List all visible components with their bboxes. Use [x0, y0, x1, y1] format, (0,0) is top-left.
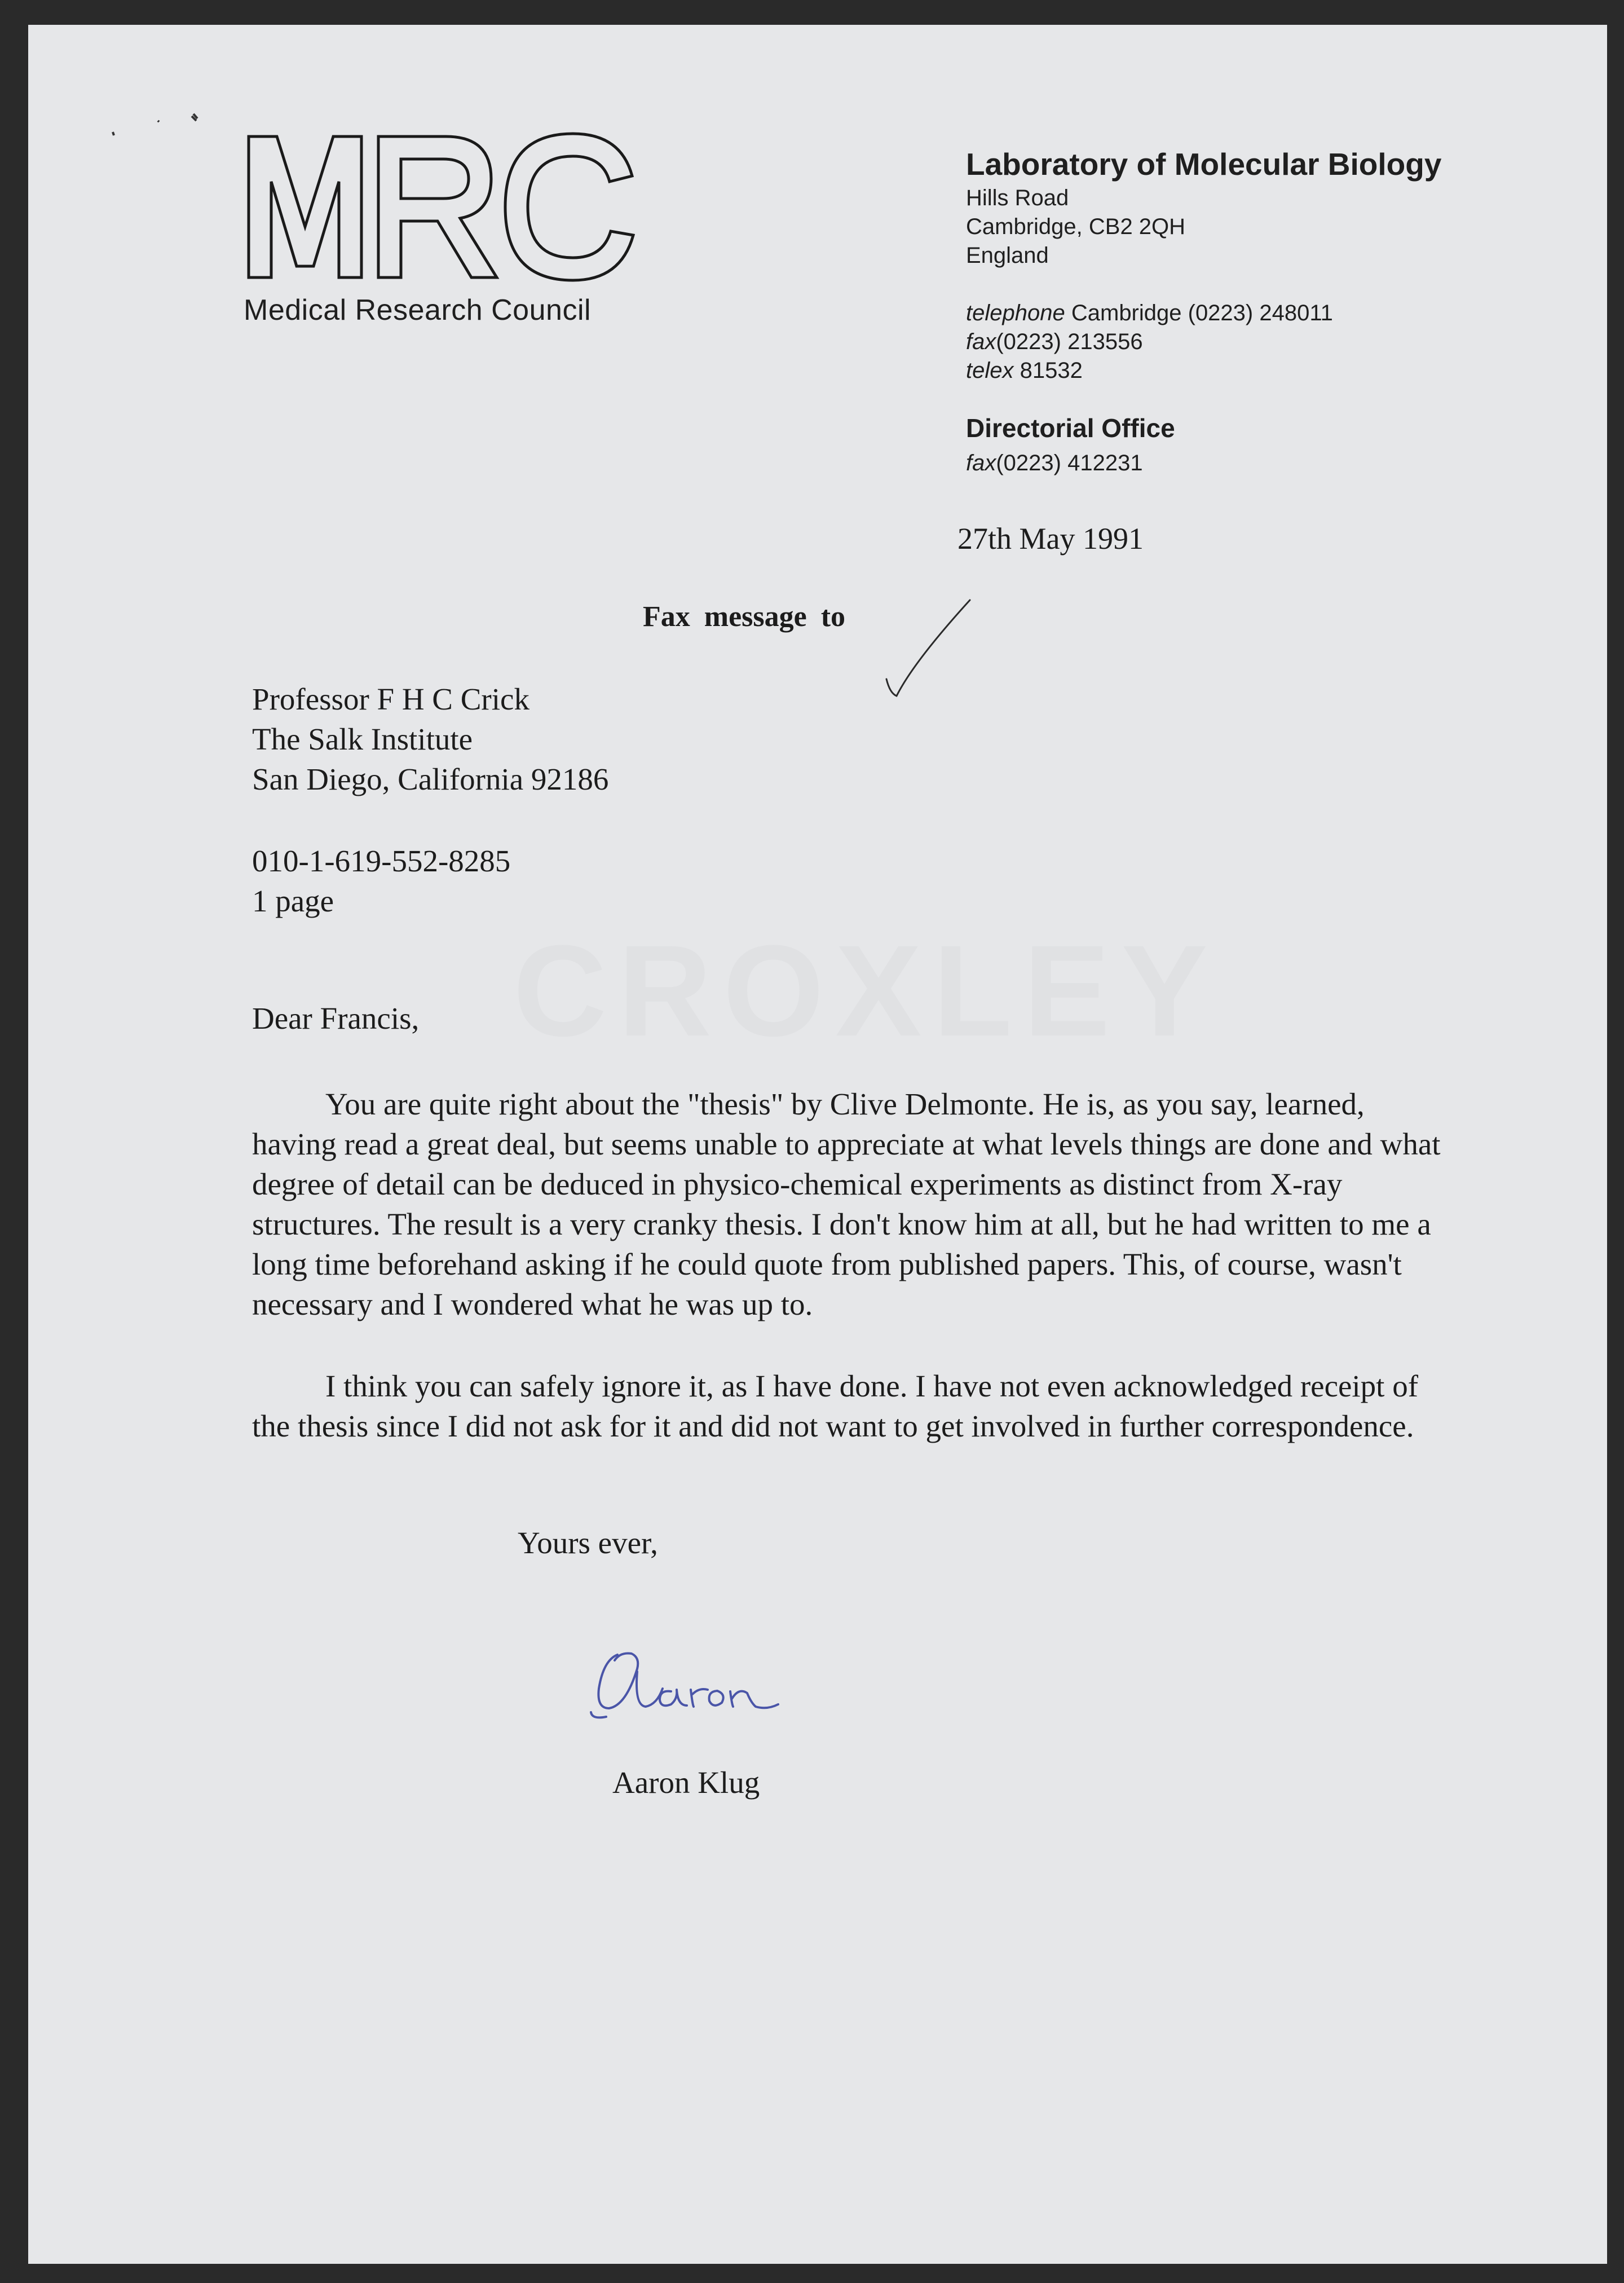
directorial-fax-line	[966, 449, 1143, 478]
recipient-line: San Diego, California 92186	[252, 762, 609, 796]
telex-label: telex	[966, 358, 1014, 383]
fax-line	[966, 328, 1333, 356]
address-block	[966, 184, 1185, 270]
page-count: 1 page	[252, 884, 334, 918]
paper-watermark: CROXLEY	[513, 918, 1219, 1063]
lab-name: Laboratory of Molecular Biology	[966, 147, 1442, 182]
address-line: Hills Road	[966, 186, 1069, 210]
directorial-office-title: Directorial Office	[966, 413, 1175, 443]
directorial-fax-value: (0223) 412231	[996, 451, 1143, 475]
letter-page	[28, 25, 1607, 2264]
telephone-value: Cambridge (0223) 248011	[1071, 301, 1333, 325]
address-line: Cambridge, CB2 2QH	[966, 214, 1186, 239]
contact-block	[966, 299, 1333, 385]
address-line: England	[966, 243, 1049, 268]
letter-date: 27th May 1991	[957, 522, 1144, 556]
logo-subtitle: Medical Research Council	[244, 294, 592, 327]
recipient-line: Professor F H C Crick	[252, 682, 529, 716]
stray-pen-mark	[79, 81, 214, 149]
body-paragraph-2: I think you can safely ignore it, as I have done. I have not even acknowledged receipt of the thesis since I did not ask for it and did not want to get involved in further correspondence.	[252, 1369, 1419, 1443]
recipient-address	[252, 679, 608, 799]
recipient-line: The Salk Institute	[252, 722, 473, 756]
greeting: Dear Francis,	[252, 1001, 420, 1035]
telex-line	[966, 356, 1333, 385]
fax-value: (0223) 213556	[996, 329, 1143, 354]
directorial-fax-label: fax	[966, 451, 996, 475]
checkmark-icon	[880, 589, 992, 713]
closing: Yours ever,	[518, 1526, 658, 1560]
telex-value: 81532	[1020, 358, 1083, 383]
body-paragraph-1: You are quite right about the "thesis" by Clive Delmonte. He is, as you say, learned, having read a great deal, but seems unable to appreciate at what levels things are done and what degree of detail can be deduced in physico-chemical experiments as distinct from X-ray structures. The result is a very cranky thesis. I don't know him at all, but he had written to me a long time beforehand asking if he could quote from published papers. This, of course, wasn't necessary and I wondered what he was up to.	[252, 1087, 1441, 1321]
telephone-label: telephone	[966, 301, 1065, 325]
fax-label: fax	[966, 329, 996, 354]
fax-details	[252, 841, 510, 921]
signature	[586, 1638, 857, 1734]
fax-heading: Fax message to	[643, 601, 846, 633]
signer-name: Aaron Klug	[612, 1765, 760, 1800]
recipient-fax-number: 010-1-619-552-8285	[252, 844, 511, 878]
telephone-line	[966, 299, 1333, 328]
mrc-logo	[243, 131, 638, 289]
